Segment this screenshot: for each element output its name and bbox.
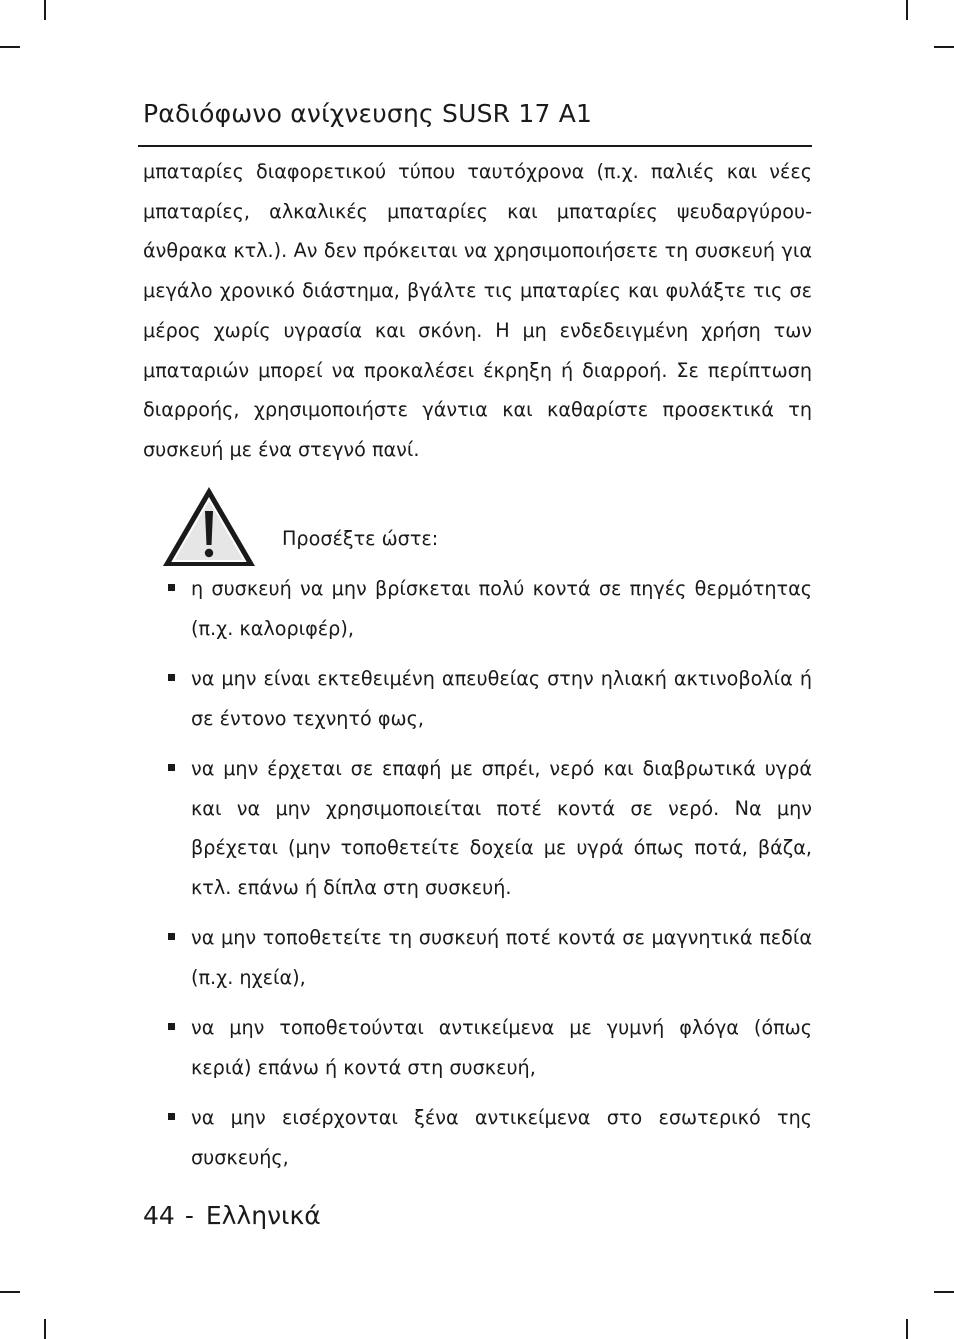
crop-mark-top-right <box>906 0 908 20</box>
warning-triangle-icon <box>161 485 257 568</box>
page-number: 44 <box>143 1201 175 1230</box>
list-item <box>163 1008 812 1087</box>
intro-paragraph: μπαταρίες διαφορετικού τύπου ταυτόχρονα (π.χ. παλιές και νέες μπαταρίες, αλκαλικές μπαταρίες και μπαταρίες ψευδαργύρου-άνθρακα κτλ.). Αν δεν πρόκειται να χρησιμοποιήσετε τη συσκευή για μεγάλο χρονικό διάστημα, βγάλτε τις μπαταρίες και φυλάξτε τις σε μέρος χωρίς υγρασία και σκόνη. Η μη ενδεδειγμένη χρήση των μπαταριών μπορεί να προκαλέσει έκρηξη ή διαρροή. Σε περίπτωση διαρροής, χρησιμοποιήστε γάντια και καθαρίστε προσεκτικά τη συσκευή με ένα στεγνό πανί. <box>143 160 812 461</box>
bullet-square-icon <box>168 764 175 771</box>
list-item <box>163 1098 812 1177</box>
bullet-square-icon <box>168 1023 175 1030</box>
list-item <box>163 749 812 908</box>
list-item-text: να μην τοποθετείτε τη συσκευή ποτέ κοντά σε μαγνητικά πεδία (π.χ. ηχεία), <box>191 926 812 989</box>
crop-mark-bottom-right <box>906 1319 908 1339</box>
bullet-square-icon <box>168 1113 175 1120</box>
list-item-text: να μην έρχεται σε επαφή με σπρέι, νερό και διαβρωτικά υγρά και να μην χρησιμοποιείται ποτέ κοντά σε νερό. Να μην βρέχεται (μην τοποθετείτε δοχεία με υγρά όπως ποτά, βάζα, κτλ. επάνω ή δίπλα στη συσκευή. <box>191 756 812 899</box>
bullet-square-icon <box>168 933 175 940</box>
list-item-text: η συσκευή να μην βρίσκεται πολύ κοντά σε πηγές θερμότητας (π.χ. καλοριφέρ), <box>191 577 812 640</box>
crop-mark-right-bottom <box>934 1291 954 1293</box>
list-item <box>163 659 812 738</box>
crop-mark-left-top <box>0 46 20 48</box>
header-divider <box>138 145 812 147</box>
bullet-square-icon <box>168 674 175 681</box>
list-item <box>163 569 812 648</box>
footer-language: Ελληνικά <box>205 1201 321 1230</box>
list-item-text: να μην εισέρχονται ξένα αντικείμενα στο εσωτερικό της συσκευής, <box>191 1105 812 1169</box>
bullet-square-icon <box>168 584 175 591</box>
warning-bullet-list <box>163 569 812 1188</box>
list-item-text: να μην είναι εκτεθειμένη απευθείας στην ηλιακή ακτινοβολία ή σε έντονο τεχνητό φως, <box>191 666 812 730</box>
page-footer <box>143 1201 321 1230</box>
crop-mark-bottom-left <box>44 1319 46 1339</box>
page-header-title: Ραδιόφωνο ανίχνευσης SUSR 17 A1 <box>143 99 593 128</box>
crop-mark-right-top <box>934 46 954 48</box>
list-item-text: να μην τοποθετούνται αντικείμενα με γυμνή φλόγα (όπως κεριά) επάνω ή κοντά στη συσκευή, <box>191 1016 812 1079</box>
footer-separator: - <box>184 1201 194 1230</box>
list-item <box>163 918 812 997</box>
crop-mark-top-left <box>44 0 46 20</box>
warning-label: Προσέξτε ώστε: <box>282 527 439 550</box>
crop-mark-left-bottom <box>0 1291 20 1293</box>
